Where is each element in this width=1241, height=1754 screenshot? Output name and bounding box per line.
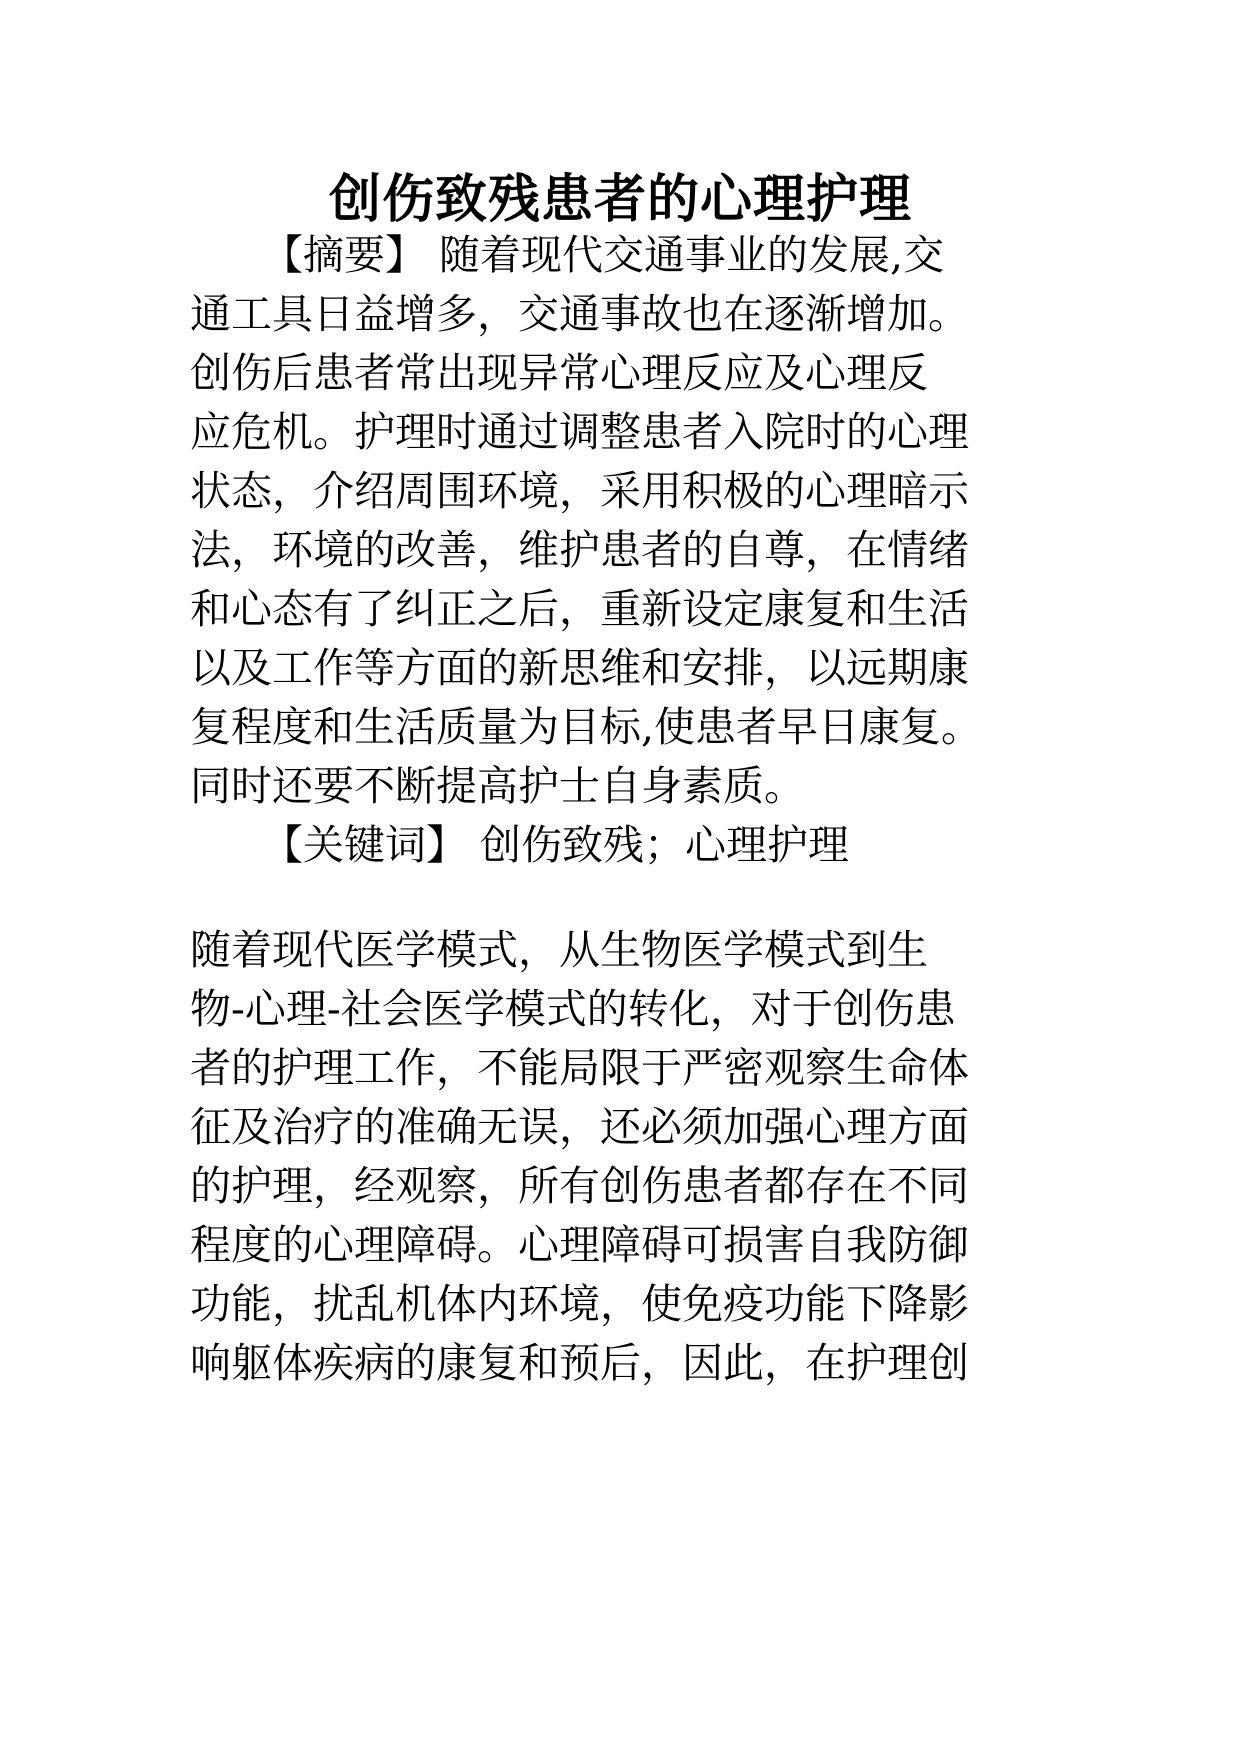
document-title: 创伤致残患者的心理护理 — [328, 170, 912, 230]
keywords-line: 【关键词】 创伤致残；心理护理 — [262, 821, 850, 869]
abstract-line: 和心态有了纠正之后，重新设定康复和生活 — [190, 585, 969, 633]
abstract-line: 以及工作等方面的新思维和安排，以远期康 — [190, 644, 969, 692]
body-line: 响躯体疾病的康复和预后，因此，在护理创 — [190, 1339, 969, 1387]
abstract-line: 应危机。护理时通过调整患者入院时的心理 — [190, 408, 969, 456]
abstract-line: 状态，介绍周围环境，采用积极的心理暗示 — [190, 467, 969, 515]
body-line: 功能，扰乱机体内环境，使免疫功能下降影 — [190, 1280, 969, 1328]
abstract-line: 通工具日益增多，交通事故也在逐渐增加。 — [190, 290, 969, 338]
abstract-line: 同时还要不断提高护士自身素质。 — [190, 762, 805, 810]
body-line: 物-心理-社会医学模式的转化，对于创伤患 — [190, 985, 956, 1033]
abstract-line: 复程度和生活质量为目标,使患者早日康复。 — [190, 703, 983, 751]
abstract-line: 创伤后患者常出现异常心理反应及心理反 — [190, 349, 928, 397]
abstract-line: 法，环境的改善，维护患者的自尊，在情绪 — [190, 526, 969, 574]
body-line: 程度的心理障碍。心理障碍可损害自我防御 — [190, 1221, 969, 1269]
abstract-line: 【摘要】 随着现代交通事业的发展,交 — [262, 231, 945, 279]
body-line: 的护理，经观察，所有创伤患者都存在不同 — [190, 1162, 969, 1210]
body-line: 征及治疗的准确无误，还必须加强心理方面 — [190, 1103, 969, 1151]
body-line: 随着现代医学模式，从生物医学模式到生 — [190, 926, 928, 974]
body-line: 者的护理工作，不能局限于严密观察生命体 — [190, 1044, 969, 1092]
